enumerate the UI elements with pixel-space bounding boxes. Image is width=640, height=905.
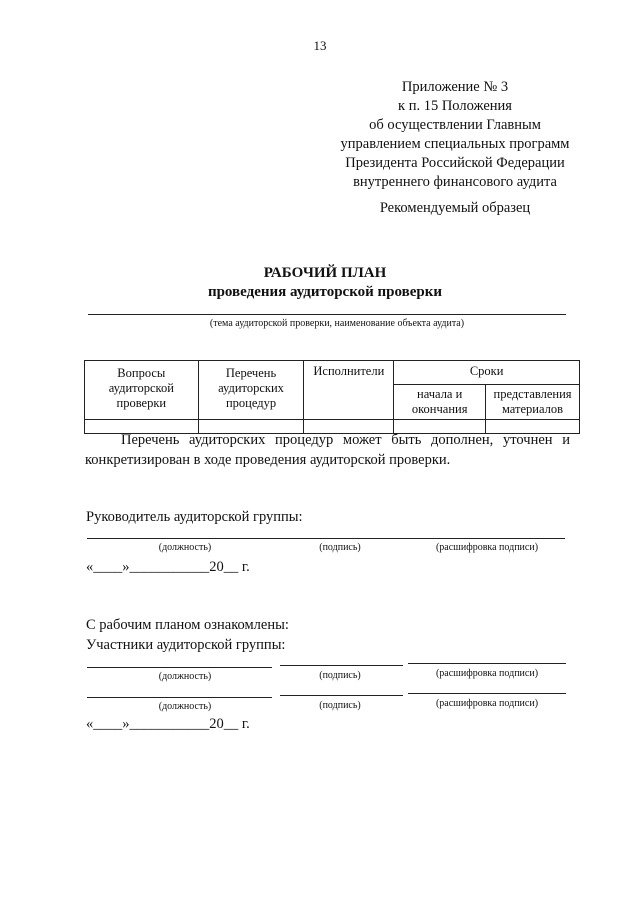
participant-1-position-line <box>87 667 272 668</box>
document-title <box>0 264 640 302</box>
acquainted-label: С рабочим планом ознакомлены: <box>86 617 289 633</box>
appendix-line: Приложение № 3 <box>401 79 509 95</box>
appendix-line: об осуществлении Главным <box>369 117 541 133</box>
position-caption: (должность) <box>158 671 212 682</box>
appendix-block <box>300 78 610 192</box>
participant-2-signature-line <box>280 695 403 696</box>
plan-table <box>84 360 580 434</box>
header-executors: Исполнители <box>304 361 394 420</box>
header-procedures: Перечень аудиторских процедур <box>198 361 304 420</box>
recommended-sample-label: Рекомендуемый образец <box>379 200 531 216</box>
participant-2-decoding-line <box>408 693 566 694</box>
appendix-line: внутреннего финансового аудита <box>353 174 557 190</box>
participants-date-line: «____»___________20__ г. <box>86 716 250 732</box>
title-line-1: РАБОЧИЙ ПЛАН <box>263 265 387 281</box>
head-date-line: «____»___________20__ г. <box>86 559 250 575</box>
header-terms: Сроки <box>394 361 580 385</box>
topic-line <box>88 314 566 315</box>
title-line-2: проведения аудиторской проверки <box>207 284 443 300</box>
participants-label: Участники аудиторской группы: <box>86 637 286 653</box>
decoding-caption: (расшифровка подписи) <box>435 668 539 679</box>
signature-caption: (подпись) <box>319 542 361 553</box>
header-start-end: начала и окончания <box>394 385 486 420</box>
decoding-caption: (расшифровка подписи) <box>435 698 539 709</box>
participant-1-decoding-line <box>408 663 566 664</box>
participant-2-position-line <box>87 697 272 698</box>
signature-caption: (подпись) <box>319 670 361 681</box>
appendix-line: к п. 15 Положения <box>398 98 512 114</box>
topic-caption: (тема аудиторской проверки, наименование объекта аудита) <box>209 318 465 329</box>
participant-1-signature-line <box>280 665 403 666</box>
note-paragraph: Перечень аудиторских процедур может быть дополнен, уточнен и конкретизирован в ходе проведения аудиторской проверки. <box>85 432 570 468</box>
appendix-line: Президента Российской Федерации <box>345 155 565 171</box>
decoding-caption: (расшифровка подписи) <box>435 542 539 553</box>
page-number: 13 <box>313 38 327 53</box>
header-submission: представления материалов <box>486 385 580 420</box>
header-questions: Вопросы аудиторской проверки <box>85 361 199 420</box>
signature-caption: (подпись) <box>319 700 361 711</box>
position-caption: (должность) <box>158 701 212 712</box>
appendix-line: управлением специальных программ <box>340 136 570 152</box>
position-caption: (должность) <box>158 542 212 553</box>
head-signature-line <box>87 538 565 539</box>
head-of-group-label: Руководитель аудиторской группы: <box>86 509 303 525</box>
